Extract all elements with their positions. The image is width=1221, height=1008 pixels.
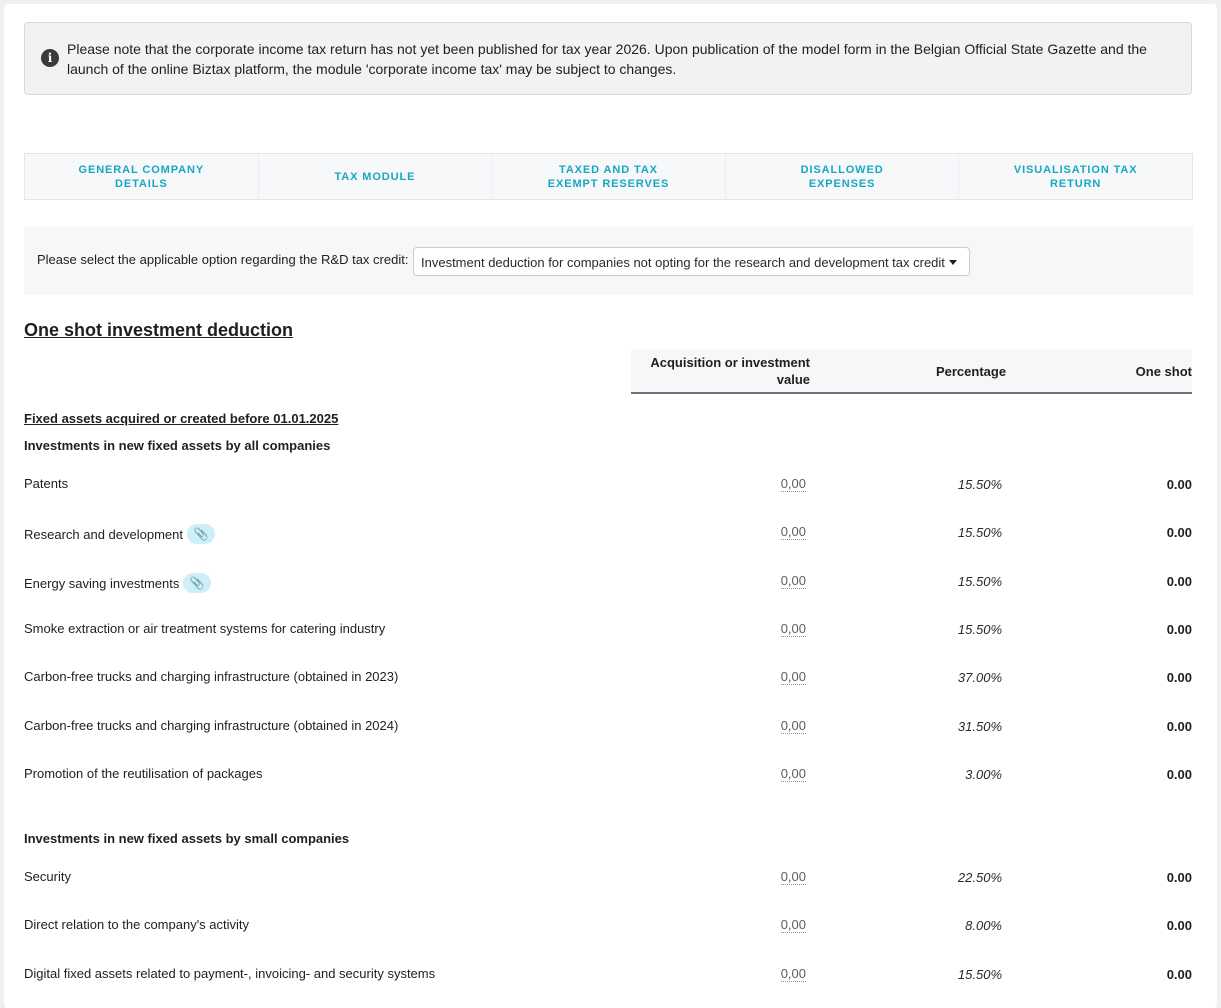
row-label: Carbon-free trucks and charging infrastructure (obtained in 2023) (24, 669, 399, 684)
group-title: Investments in new fixed assets by small companies (24, 831, 350, 846)
tab-general-company-details[interactable]: GENERAL COMPANY DETAILS (25, 154, 259, 199)
row-label: Smoke extraction or air treatment systems for catering industry (24, 621, 386, 636)
percentage-value: 31.50% (957, 719, 1002, 734)
table-row (24, 964, 1192, 984)
rd-option-panel (24, 227, 1193, 295)
percentage-value: 15.50% (957, 622, 1002, 637)
one-shot-value: 0.00 (1166, 719, 1192, 734)
acquisition-value-field[interactable]: 0,00 (780, 917, 806, 932)
acquisition-value-field[interactable]: 0,00 (780, 966, 806, 981)
table-row (24, 474, 1192, 494)
column-header-percentage: Percentage (935, 364, 1007, 379)
table-row (24, 522, 1192, 542)
acquisition-value-field[interactable]: 0,00 (780, 669, 806, 684)
group-title: Investments in new fixed assets by all companies (24, 438, 331, 453)
acquisition-value-field[interactable]: 0,00 (780, 766, 806, 781)
notice-text: Please note that the corporate income tax return has not yet been published for tax year 2026. Upon publication of the model form in the Belgian Official State Gazette and the launch of the online Biztax platform, the module 'corporate income tax' may be subject to changes. (67, 41, 1147, 77)
one-shot-value: 0.00 (1166, 574, 1192, 589)
one-shot-value: 0.00 (1166, 670, 1192, 685)
rd-option-selected-value: Investment deduction for companies not opting for the research and development tax credit (421, 255, 945, 270)
tab-taxed-and-tax-exempt-reserves[interactable]: TAXED AND TAX EXEMPT RESERVES (492, 154, 726, 199)
percentage-value: 22.50% (957, 870, 1002, 885)
percentage-value: 15.50% (957, 967, 1002, 982)
paperclip-icon[interactable]: 📎 (187, 524, 215, 544)
tab-visualisation-tax-return[interactable]: VISUALISATION TAX RETURN (1013, 163, 1138, 190)
row-label: Security (24, 869, 71, 884)
percentage-value: 3.00% (965, 767, 1002, 782)
caret-down-icon (949, 260, 957, 265)
one-shot-value: 0.00 (1166, 622, 1192, 637)
module-tabs (24, 153, 1193, 200)
row-label: Patents (24, 476, 69, 491)
row-label: Digital fixed assets related to payment-, invoicing- and security systems (24, 966, 436, 981)
one-shot-value: 0.00 (1166, 767, 1192, 782)
percentage-value: 15.50% (957, 477, 1002, 492)
table-row (24, 716, 1192, 736)
paperclip-icon[interactable]: 📎 (183, 573, 211, 593)
column-header-one-shot: One shot (1135, 364, 1192, 379)
one-shot-value: 0.00 (1166, 525, 1192, 540)
row-label: Direct relation to the company's activity (24, 917, 250, 932)
period-heading: Fixed assets acquired or created before 01.01.2025 (24, 411, 339, 426)
section-title: One shot investment deduction (24, 320, 294, 340)
one-shot-value: 0.00 (1166, 477, 1192, 492)
info-notice (24, 22, 1192, 95)
one-shot-value: 0.00 (1166, 967, 1192, 982)
row-label: Carbon-free trucks and charging infrastructure (obtained in 2024) (24, 718, 399, 733)
table-row (24, 667, 1192, 687)
acquisition-value-field[interactable]: 0,00 (780, 476, 806, 491)
page (4, 4, 1217, 1008)
row-label: Energy saving investments 📎 (24, 573, 211, 593)
percentage-value: 15.50% (957, 574, 1002, 589)
table-header (631, 349, 1192, 394)
table-row (24, 867, 1192, 887)
tab-tax-module[interactable]: TAX MODULE (259, 154, 493, 199)
rd-option-select[interactable] (413, 247, 970, 276)
tab-disallowed-expenses[interactable]: DISALLOWED EXPENSES (726, 154, 960, 199)
column-header-acquisition: Acquisition or investment value (650, 355, 810, 387)
acquisition-value-field[interactable]: 0,00 (780, 718, 806, 733)
percentage-value: 15.50% (957, 525, 1002, 540)
acquisition-value-field[interactable]: 0,00 (780, 573, 806, 588)
acquisition-value-field[interactable]: 0,00 (780, 524, 806, 539)
table-row (24, 619, 1192, 639)
table-row (24, 571, 1192, 591)
info-icon: i (41, 49, 59, 67)
one-shot-value: 0.00 (1166, 918, 1192, 933)
percentage-value: 8.00% (965, 918, 1002, 933)
acquisition-value-field[interactable]: 0,00 (780, 621, 806, 636)
percentage-value: 37.00% (957, 670, 1002, 685)
rd-option-label: Please select the applicable option regarding the R&D tax credit: (37, 252, 409, 267)
table-row (24, 915, 1192, 935)
one-shot-value: 0.00 (1166, 870, 1192, 885)
acquisition-value-field[interactable]: 0,00 (780, 869, 806, 884)
table-row (24, 764, 1192, 784)
row-label: Promotion of the reutilisation of packages (24, 766, 263, 781)
row-label: Research and development 📎 (24, 524, 215, 544)
